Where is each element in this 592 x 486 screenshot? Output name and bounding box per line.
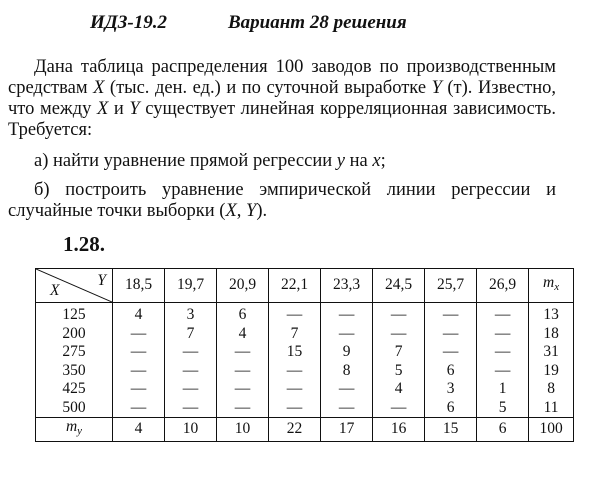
frequency-cell: 3 <box>425 380 477 399</box>
frequency-cell: — <box>113 343 165 362</box>
my-value-cell: 17 <box>321 418 373 442</box>
frequency-cell: — <box>373 303 425 325</box>
frequency-cell: — <box>373 325 425 344</box>
var-x: X <box>93 78 105 98</box>
frequency-cell: — <box>113 362 165 381</box>
frequency-cell: 15 <box>269 343 321 362</box>
frequency-cell: 4 <box>113 303 165 325</box>
y-value-header: 22,1 <box>269 269 321 303</box>
problem-number: 1.28. <box>63 232 105 256</box>
text-fragment: ; <box>380 151 386 171</box>
my-value-cell: 6 <box>477 418 529 442</box>
mx-cell: 31 <box>529 343 574 362</box>
y-value-header: 26,9 <box>477 269 529 303</box>
corner-cell <box>36 269 113 303</box>
frequency-cell: 8 <box>321 362 373 381</box>
frequency-cell: — <box>269 362 321 381</box>
my-value-cell: 16 <box>373 418 425 442</box>
my-label-subscript: y <box>77 425 83 437</box>
text-fragment: б) построить уравнение эмпирической линии регрессии и случайные точки выборки ( <box>8 180 556 221</box>
x-value-cell: 125 <box>36 303 113 325</box>
text-fragment: на <box>345 151 373 171</box>
my-value-cell: 10 <box>217 418 269 442</box>
text-fragment: , <box>236 201 247 221</box>
table-row <box>36 380 574 399</box>
var-x: X <box>96 99 109 119</box>
frequency-cell: — <box>269 303 321 325</box>
page-header <box>0 8 592 36</box>
my-value-cell: 10 <box>165 418 217 442</box>
frequency-cell: 5 <box>373 362 425 381</box>
var-x: X <box>225 201 237 221</box>
y-value-header: 25,7 <box>425 269 477 303</box>
corner-label-x: X <box>50 281 60 299</box>
var-x: x <box>372 151 381 171</box>
frequency-cell: — <box>113 380 165 399</box>
frequency-cell: — <box>477 303 529 325</box>
frequency-cell: — <box>165 362 217 381</box>
frequency-cell: — <box>217 343 269 362</box>
mx-header-base: m <box>543 274 555 292</box>
mx-cell: 18 <box>529 325 574 344</box>
mx-cell: 13 <box>529 303 574 325</box>
my-value-cell: 4 <box>113 418 165 442</box>
task-b <box>8 180 556 222</box>
frequency-cell: 3 <box>165 303 217 325</box>
frequency-cell: — <box>269 380 321 399</box>
table-body <box>36 269 574 442</box>
correlation-table <box>35 268 574 442</box>
frequency-cell: — <box>477 325 529 344</box>
frequency-cell: — <box>217 399 269 418</box>
my-label <box>36 418 113 442</box>
y-value-header: 23,3 <box>321 269 373 303</box>
mx-header <box>529 269 574 303</box>
frequency-cell: — <box>477 343 529 362</box>
frequency-cell: — <box>425 343 477 362</box>
frequency-cell: 9 <box>321 343 373 362</box>
table-row <box>36 362 574 381</box>
table-row <box>36 325 574 344</box>
frequency-cell: — <box>425 303 477 325</box>
frequency-cell: 6 <box>425 362 477 381</box>
mx-cell: 8 <box>529 380 574 399</box>
y-value-header: 20,9 <box>217 269 269 303</box>
total-cell: 100 <box>529 418 574 442</box>
my-value-cell: 15 <box>425 418 477 442</box>
frequency-cell: 7 <box>373 343 425 362</box>
my-value-cell: 22 <box>269 418 321 442</box>
x-value-cell: 275 <box>36 343 113 362</box>
y-value-header: 19,7 <box>165 269 217 303</box>
text-fragment: Дана таблица распределения 100 заводов по производственным средствам <box>8 57 556 98</box>
frequency-cell: — <box>217 380 269 399</box>
text-fragment: существует линейная корреляционная зависимость. Требуется: <box>8 99 556 140</box>
frequency-cell: — <box>165 380 217 399</box>
x-value-cell: 200 <box>36 325 113 344</box>
table-header-row <box>36 269 574 303</box>
frequency-cell: — <box>165 343 217 362</box>
my-label-base: m <box>65 418 78 435</box>
x-value-cell: 500 <box>36 399 113 418</box>
assignment-title: ИДЗ-19.2 <box>90 12 168 33</box>
frequency-cell: 6 <box>217 303 269 325</box>
frequency-cell: — <box>321 399 373 418</box>
table-row <box>36 399 574 418</box>
y-value-header: 18,5 <box>113 269 165 303</box>
y-value-header: 24,5 <box>373 269 425 303</box>
frequency-cell: — <box>113 399 165 418</box>
frequency-cell: 4 <box>373 380 425 399</box>
var-y: Y <box>431 78 442 98</box>
frequency-cell: — <box>321 303 373 325</box>
frequency-cell: 7 <box>165 325 217 344</box>
frequency-cell: — <box>425 325 477 344</box>
frequency-cell: 1 <box>477 380 529 399</box>
text-fragment: а) найти уравнение прямой регрессии <box>34 151 337 171</box>
frequency-cell: 5 <box>477 399 529 418</box>
frequency-cell: — <box>165 399 217 418</box>
text-fragment: ). <box>256 201 268 221</box>
x-value-cell: 425 <box>36 380 113 399</box>
table-row <box>36 303 574 325</box>
frequency-cell: — <box>217 362 269 381</box>
table-row <box>36 343 574 362</box>
mx-cell: 19 <box>529 362 574 381</box>
problem-statement <box>8 57 556 141</box>
mx-cell: 11 <box>529 399 574 418</box>
var-y: Y <box>129 99 140 119</box>
variant-title: Вариант 28 решения <box>228 12 407 33</box>
frequency-cell: — <box>477 362 529 381</box>
frequency-cell: — <box>113 325 165 344</box>
frequency-cell: — <box>321 325 373 344</box>
x-value-cell: 350 <box>36 362 113 381</box>
corner-label-y: Y <box>97 272 106 289</box>
var-y: Y <box>246 201 257 221</box>
frequency-cell: — <box>269 399 321 418</box>
text-fragment: (т). Известно, что между <box>8 78 556 119</box>
frequency-cell: 4 <box>217 325 269 344</box>
text-fragment: (тыс. ден. ед.) и по суточной выработке <box>104 78 432 98</box>
text-fragment: и <box>108 99 130 119</box>
task-a <box>8 151 556 172</box>
frequency-cell: 7 <box>269 325 321 344</box>
mx-header-subscript: x <box>554 281 560 294</box>
var-y: y <box>336 151 345 171</box>
table-footer-row <box>36 418 574 442</box>
frequency-cell: — <box>373 399 425 418</box>
frequency-cell: — <box>321 380 373 399</box>
frequency-cell: 6 <box>425 399 477 418</box>
